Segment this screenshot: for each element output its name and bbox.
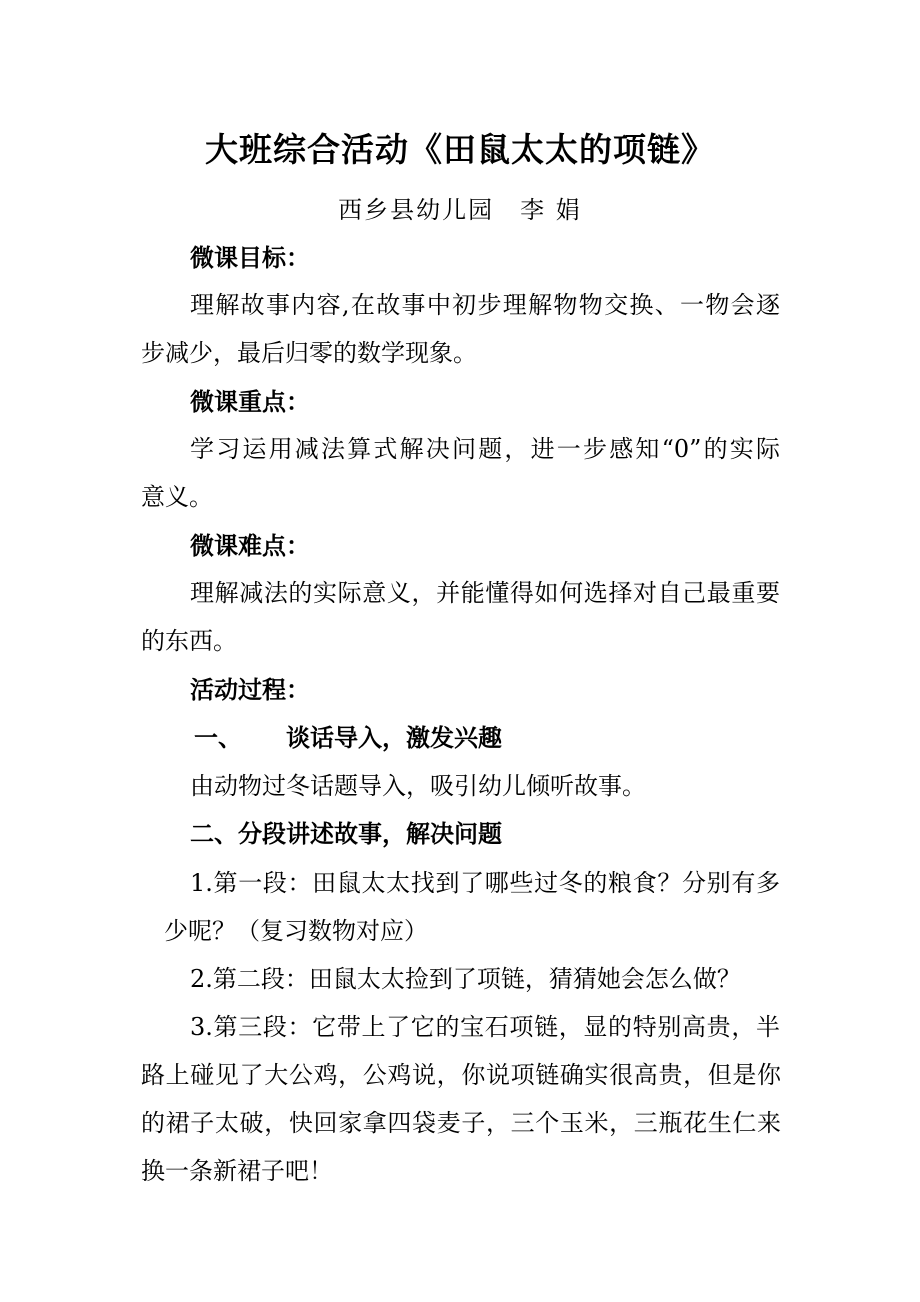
item3-text-line: 路上碰见了大公鸡，公鸡说，你说项链确实很高贵，但是你 [141, 1061, 781, 1089]
difficulty-heading: 微课难点： [190, 532, 310, 560]
key-point-text-line: 意义。 [141, 483, 213, 511]
item1-text-line: 少呢？（复习数物对应） [164, 917, 428, 945]
step2-heading: 二、分段讲述故事，解决问题 [190, 820, 502, 848]
difficulty-text-line: 理解减法的实际意义，并能懂得如何选择对自己最重要 [190, 579, 780, 607]
goal-text-line: 步减少，最后归零的数学现象。 [141, 339, 477, 367]
key-point-heading: 微课重点： [190, 388, 310, 416]
document-title: 大班综合活动《田鼠太太的项链》 [205, 130, 715, 169]
goal-text-line: 理解故事内容,在故事中初步理解物物交换、一物会逐 [190, 291, 780, 319]
author-line [0, 190, 920, 230]
step1-heading [194, 718, 502, 758]
step1-number: 一、 [194, 724, 242, 752]
goal-heading: 微课目标： [190, 244, 310, 272]
step1-text: 由动物过冬话题导入，吸引幼儿倾听故事。 [190, 772, 646, 800]
item3-text-line: 换一条新裙子吧！ [141, 1157, 333, 1185]
item3-text-line: 的裙子太破，快回家拿四袋麦子，三个玉米，三瓶花生仁来 [141, 1109, 781, 1137]
difficulty-text-line: 的东西。 [141, 627, 237, 655]
process-heading: 活动过程： [190, 676, 310, 704]
item3-text-line: 3.第三段：它带上了它的宝石项链，显的特别高贵，半 [190, 1013, 780, 1041]
item2-text: 2.第二段：田鼠太太捡到了项链，猜猜她会怎么做？ [190, 965, 741, 993]
item1-text-line: 1.第一段：田鼠太太找到了哪些过冬的粮食？分别有多 [190, 869, 780, 897]
author-name: 李 娟 [520, 196, 582, 224]
step1-title: 谈话导入，激发兴趣 [286, 724, 502, 752]
key-point-text-line: 学习运用减法算式解决问题，进一步感知“0”的实际 [190, 435, 780, 463]
author-school: 西乡县幼儿园 [338, 196, 495, 224]
